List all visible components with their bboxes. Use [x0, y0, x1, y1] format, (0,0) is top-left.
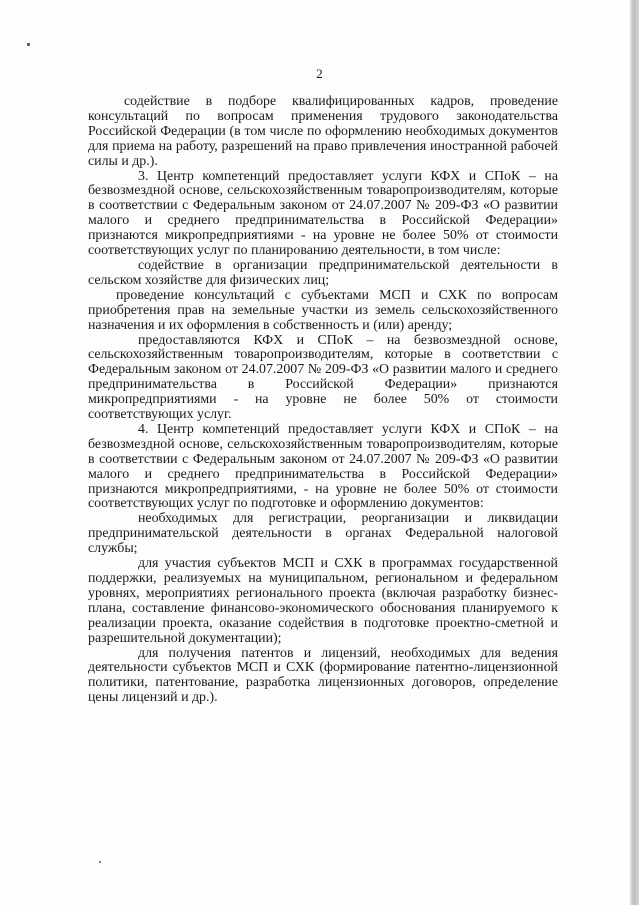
paragraph-organization-assistance: содействие в организации предпринимательской деятельности в сельском хозяйстве для физических лиц;	[88, 257, 558, 288]
paragraph-recruitment-assistance: содействие в подборе квалифицированных кадров, проведение консультаций по вопросам применения трудового законодательства Российской Федерации (в том числе по оформлению необходимых документов для приема на работу, разрешений на право привлечения иностранной рабочей силы и др.).	[88, 94, 558, 169]
document-body	[88, 95, 558, 706]
paragraph-registration-documents: необходимых для регистрации, реорганизации и ликвидации предпринимательской деятельности в органах Федеральной налоговой службы;	[88, 511, 558, 557]
paragraph-provided-services: предоставляются КФХ и СПоК – на безвозмездной основе, сельскохозяйственным товаропроизводителям, которые в соответствии с Федеральным законом от 24.07.2007 № 209-ФЗ «О развитии малого и среднего предпринимательства в Российской Федерации» признаются микропредприятиями - на уровне не более 50% от стоимости соответствующих услуг.	[88, 332, 558, 423]
paragraph-section-3: 3. Центр компетенций предоставляет услуги КФХ и СПоК – на безвозмездной основе, сельскохозяйственным товаропроизводителям, которые в соответствии с Федеральным законом от 24.07.2007 № 209-ФЗ «О развитии малого и среднего предпринимательства в Российской Федерации» признаются микропредприятиями - на уровне не более 50% от стоимости соответствующих услуг по планированию деятельности, в том числе:	[88, 168, 558, 259]
scan-speck	[27, 43, 30, 46]
paragraph-patents-licenses: для получения патентов и лицензий, необходимых для ведения деятельности субъектов МСП и СХК (формирование патентно-лицензионной политики, патентование, разработка лицензионных договоров, определение цены лицензий и др.).	[88, 645, 558, 706]
page-number: 2	[316, 66, 323, 81]
scan-edge-shadow	[630, 0, 639, 905]
paragraph-section-4: 4. Центр компетенций предоставляет услуги КФХ и СПоК – на безвозмездной основе, сельскохозяйственным товаропроизводителям, которые в соответствии с Федеральным законом от 24.07.2007 № 209-ФЗ «О развитии малого и среднего предпринимательства в Российской Федерации» признаются микропредприятиями, - на уровне не более 50% от стоимости соответствующих услуг по подготовке и оформлению документов:	[88, 421, 558, 512]
scan-speck	[99, 861, 101, 863]
paragraph-land-consultations: проведение консультаций с субъектами МСП и СХК по вопросам приобретения прав на земельные участки из земель сельскохозяйственного назначения и их оформления в собственность и (или) аренду;	[88, 287, 558, 333]
paragraph-state-support-documents: для участия субъектов МСП и СХК в программах государственной поддержки, реализуемых на муниципальном, региональном и федеральном уровнях, мероприятиях регионального проекта (включая разработку бизнес-плана, составление финансово-экономического обоснования планируемого к реализации проекта, оказание содействия в подготовке проектно-сметной и разрешительной документации);	[88, 556, 558, 646]
